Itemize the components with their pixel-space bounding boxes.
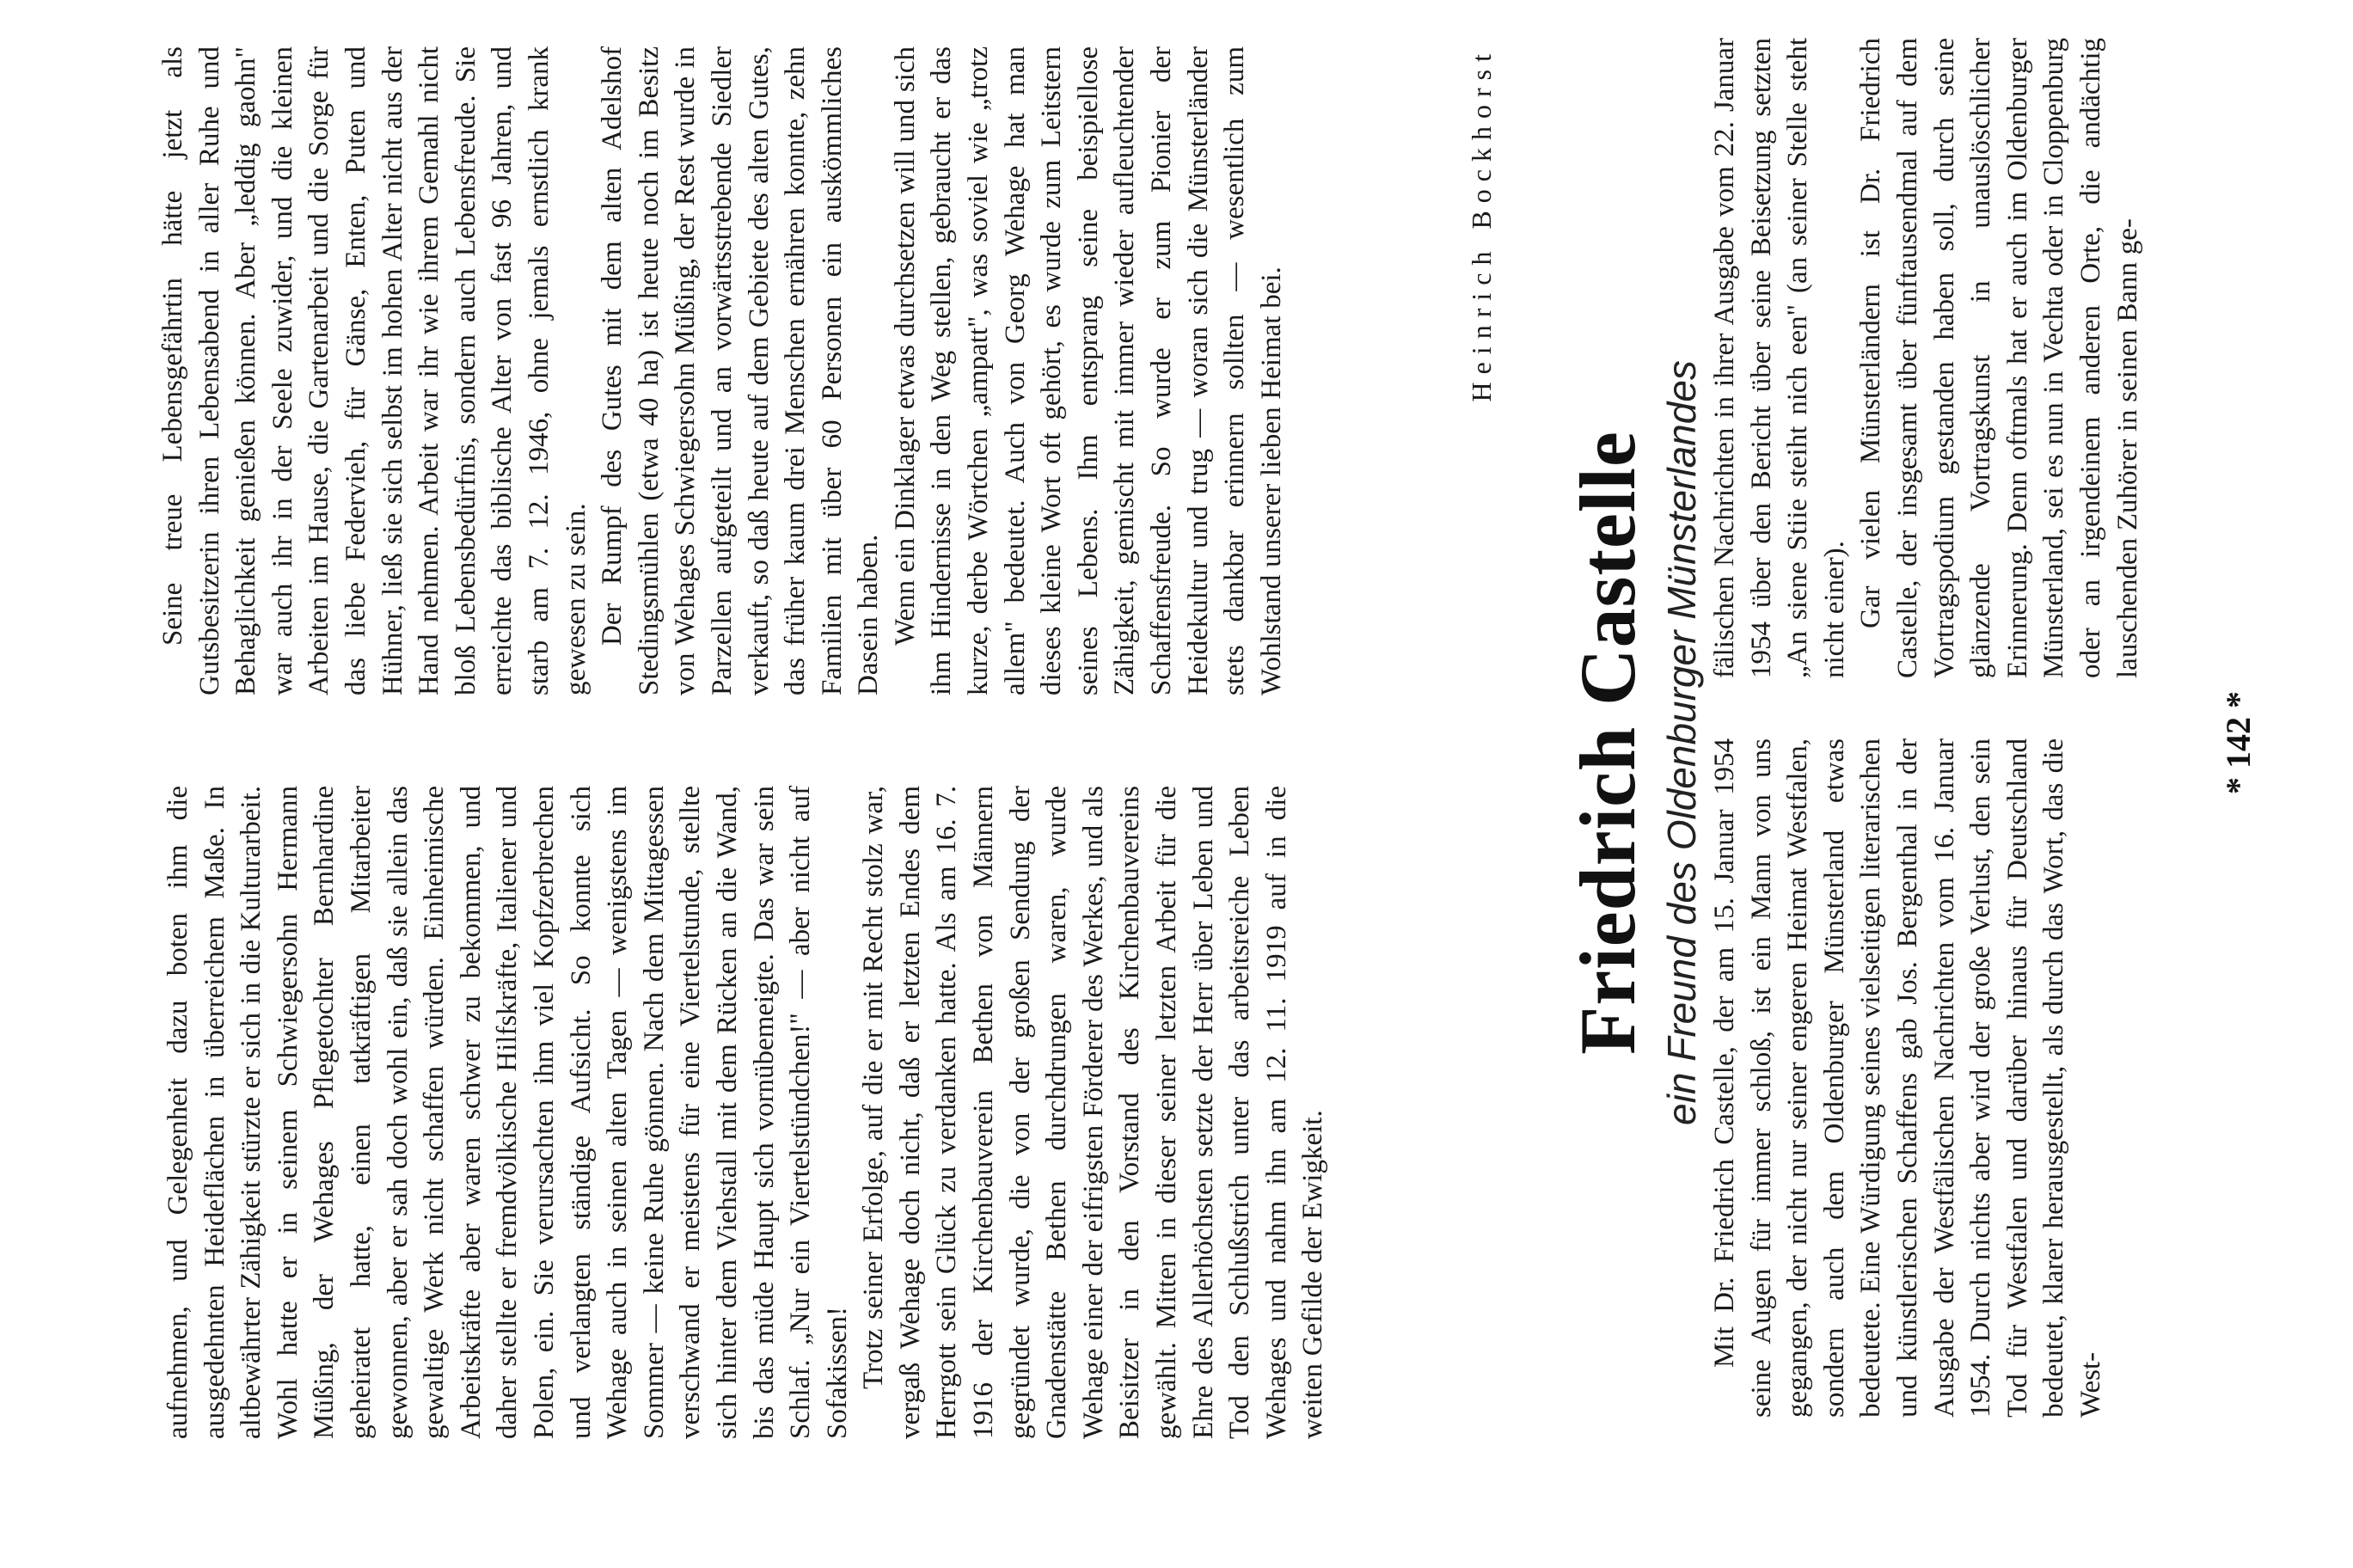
author-signature: Heinrich Bockhorst: [1466, 46, 1497, 402]
paragraph: Gar vielen Münsterländern ist Dr. Friedrich Castelle, der insgesamt über fünftausendmal auf dem Vortragspodium gestanden haben soll, durch seine glänzende Vortragskunst in unauslöschlicher Erinnerung. Denn oftmals hat er auch im Oldenburger Münsterland, sei es nun in Vechta oder in Cloppenburg oder an irgendeinem anderen Orte, die andächtig lauschenden Zuhörer in seinen Bann ge-: [1855, 38, 2143, 678]
paragraph: Trotz seiner Erfolge, auf die er mit Recht stolz war, vergaß Wehage doch nicht, daß er letzten Endes dem Herrgott sein Glück zu verdanken hatte. Als am 16. 7. 1916 der Kirchenbauverein Bethen von Männern gegründet wurde, die von der großen Sendung der Gnadenstätte Bethen durchdrungen waren, wurde Wehage einer der eifrigsten Förderer des Werkes, und als Beisitzer in den Vorstand des Kirchenbauvereins gewählt. Mitten in dieser seiner letzten Arbeit für die Ehre des Allerhöchsten setzte der Herr über Leben und Tod den Schlußstrich unter das arbeitsreiche Leben Wehages und nahm ihn am 12. 11. 1919 auf in die weiten Gefilde der Ewigkeit.: [858, 786, 1329, 1439]
bottom-article-right-column: [1707, 38, 2146, 678]
bottom-article-left-column: [1707, 738, 2110, 1418]
paragraph: Wenn ein Dinklager etwas durchsetzen will und sich ihm Hindernisse in den Weg stellen, gebraucht er das kurze, derbe Wörtchen „ampatt", was soviel wie „trotz allem" bedeutet. Auch von Georg Wehage hat man dieses kleine Wort oft gehört, es wurde zum Leitstern seines Lebens. Ihm entsprang seine beispiellose Zähigkeit, gemischt mit immer wieder aufleuchtender Schaffensfreude. So wurde er zum Pionier der Heidekultur und trug — woran sich die Münsterländer stets dankbar erinnern sollten — wesentlich zum Wohlstand unserer lieben Heimat bei.: [889, 46, 1287, 695]
article-title: Friedrich Castelle: [1564, 431, 1651, 1055]
paragraph: Seine treue Lebensgefährtin hätte jetzt als Gutsbesitzerin ihren Lebensabend in aller Ruhe und Behaglichkeit genießen können. Aber „leddig gaohn" war auch ihr in der Seele zuwider, und die kleinen Arbeiten im Hause, die Gartenarbeit und die Sorge für das liebe Federvieh, für Gänse, Enten, Puten und Hühner, ließ sie sich selbst im hohen Alter nicht aus der Hand nehmen. Arbeit war ihr wie ihrem Gemahl nicht bloß Lebensbedürfnis, sondern auch Lebensfreude. Sie erreichte das biblische Alter von fast 96 Jahren, und starb am 7. 12. 1946, ohne jemals ernstlich krank gewesen zu sein.: [157, 46, 591, 695]
top-article-left-column: [160, 786, 1332, 1439]
paragraph: fälischen Nachrichten in ihrer Ausgabe vom 22. Januar 1954 über den Bericht über seine Beisetzung setzten „An siene Stiie steiht nich een" (an seiner Stelle steht nicht einer).: [1709, 38, 1850, 678]
top-article-right-column: [155, 46, 1290, 695]
article-subtitle: ein Freund des Oldenburger Münsterlandes: [1659, 360, 1704, 1125]
paragraph: aufnehmen, und Gelegenheit dazu boten ihm die ausgedehnten Heideflächen in überreichem Maße. In altbewährter Zähigkeit stürzte er sich in die Kulturarbeit. Wohl hatte er in seinem Schwiegersohn Hermann Müßing, der Wehages Pflegetochter Bernhardine geheiratet hatte, einen tatkräftigen Mitarbeiter gewonnen, aber er sah doch wohl ein, daß sie allein das gewaltige Werk nicht schaffen würden. Einheimische Arbeitskräfte aber waren schwer zu bekommen, und daher stellte er fremdvölkische Hilfskräfte, Italiener und Polen, ein. Sie verursachten ihm viel Kopfzerbrechen und verlangten ständige Aufsicht. So konnte sich Wehage auch in seinen alten Tagen — wenigstens im Sommer — keine Ruhe gönnen. Nach dem Mittagessen verschwand er meistens für eine Viertelstunde, stellte sich hinter dem Viehstall mit dem Rücken an die Wand, bis das müde Haupt sich vornübemeigte. Das war sein Schlaf. „Nur ein Viertelstündchen!" — aber nicht auf Sofakissen!: [162, 786, 853, 1439]
paragraph: Der Rumpf des Gutes mit dem alten Adelshof Stedingsmühlen (etwa 40 ha) ist heute noch im Besitz von Wehages Schwiegersohn Müßing, der Rest wurde in Parzellen aufgeteilt und an vorwärtsstrebende Siedler verkauft, so daß heute auf dem Gebiete des alten Gutes, das früher kaum drei Menschen ernähren konnte, zehn Familien mit über 60 Personen ein auskömmliches Dasein haben.: [597, 46, 885, 695]
page-number: * 142 *: [2219, 691, 2258, 794]
paragraph: Mit Dr. Friedrich Castelle, der am 15. Januar 1954 seine Augen für immer schloß, ist ein Mann von uns gegangen, der nicht nur seiner engeren Heimat Westfalen, sondern auch dem Oldenburger Münsterland etwas bedeutete. Eine Würdigung seines vielseitigen literarischen und künstlerischen Schaffens gab Jos. Bergenthal in der Ausgabe der Westfälischen Nachrichten vom 16. Januar 1954. Durch nichts aber wird der große Verlust, den sein Tod für Westfalen und darüber hinaus für Deutschland bedeutet, klarer herausgestellt, als durch das Wort, das die West-: [1709, 738, 2106, 1418]
